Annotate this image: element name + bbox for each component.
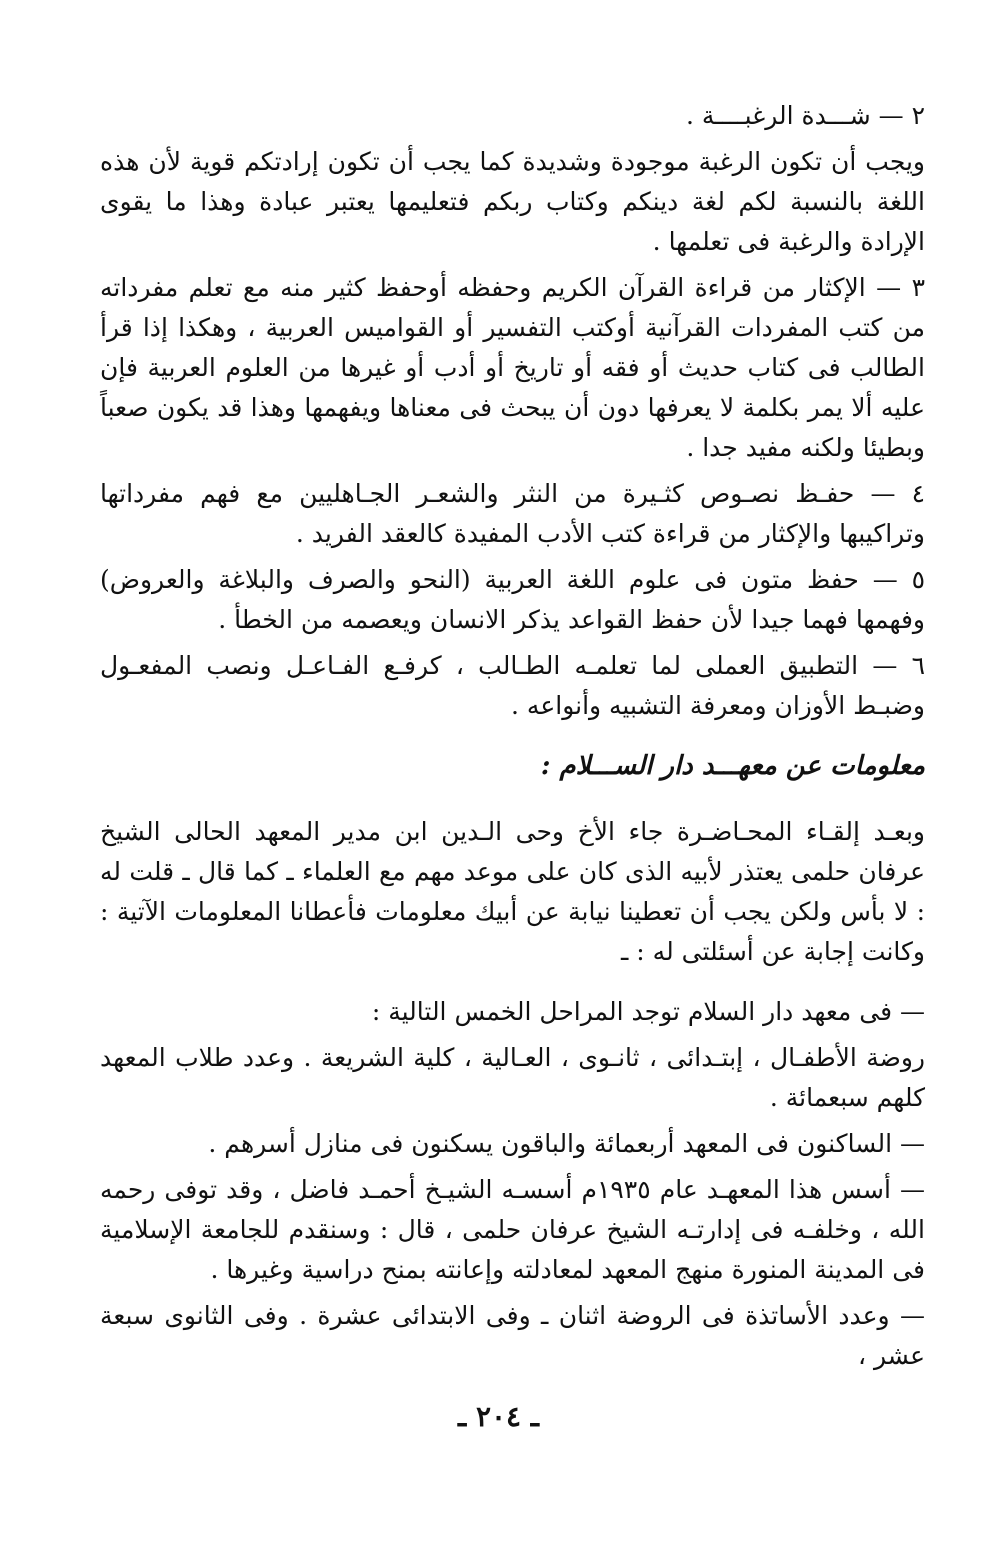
info-founding: — أسس هذا المعهـد عام ١٩٣٥م أسسـه الشيـخ أحمـد فاضل ، وقد توفى رحمه الله ، وخلفـه فى إدارتـه الشيخ عرفان حلمى ، قال : وسنقدم للجامعة الإسلامية فى المدينة المنورة منهج المعهد لمعادلته وإعانته بمنح دراسية وغيرها . (100, 1175, 925, 1284)
intro-paragraph: وبعـد إلقـاء المحـاضـرة جاء الأخ وحى الـدين ابن مدير المعهد الحالى الشيخ عرفان حلمى يعتذر لأبيه الذى كان على موعد مهم مع العلماء ـ كما قال ـ قلت له : لا بأس ولكن يجب أن تعطينا نيابة عن أبيك معلومات فأعطانا المعلومات الآتية : وكانت إجابة عن أسئلتى له : ـ (100, 817, 925, 966)
info-teachers: — وعدد الأساتذة فى الروضة اثنان ـ وفى الابتدائى عشرة . وفى الثانوى سبعة عشر ، (100, 1301, 925, 1370)
point-6: ٦ — التطبيق العملى لما تعلمـه الطـالب ، كرفـع الفـاعـل ونصب المفعـول وضبـط الأوزان ومعرفة التشبيه وأنواعه . (100, 651, 925, 720)
point-2-title: ٢ — شـــدة الرغبــــة . (686, 101, 925, 130)
info-stages-intro: — فى معهد دار السلام توجد المراحل الخمس التالية : (371, 997, 925, 1026)
point-5: ٥ — حفظ متون فى علوم اللغة العربية (النحو والصرف والبلاغة والعروض) وفهمها فهما جيدا لأن حفظ القواعد يذكر الانسان ويعصمه من الخطأ . (100, 565, 925, 634)
point-3: ٣ — الإكثار من قراءة القرآن الكريم وحفظه أوحفظ كثير منه مع تعلم مفرداته من كتب المفردات القرآنية أوكتب التفسير أو القواميس العربية ، وهكذا إذا قرأ الطالب فى كتاب حديث أو فقه أو تاريخ أو أدب أو غيرها من العلوم العربية فإن عليه ألا يمر بكلمة لا يعرفها دون أن يبحث فى معناها ويفهمها وهذا قد يكون صعباً وبطيئا ولكنه مفيد جدا . (100, 273, 925, 462)
info-stages-list: روضة الأطفـال ، إبتـدائى ، ثانـوى ، العـالية ، كلية الشريعة . وعدد طلاب المعهد كلهم سبعمائة . (100, 1043, 925, 1112)
section-heading: معلومات عن معهـــد دار الســـلام : (540, 751, 925, 781)
info-residents: — الساكنون فى المعهد أربعمائة والباقون يسكنون فى منازل أسرهم . (208, 1129, 925, 1158)
point-2-body: ويجب أن تكون الرغبة موجودة وشديدة كما يجب أن تكون إرادتكم قوية لأن هذه اللغة بالنسبة لكم لغة دينكم وكتاب ربكم فتعليمها يعتبر عبادة وهذا ما يقوى الإرادة والرغبة فى تعلمها . (100, 147, 925, 256)
spacer (100, 978, 925, 992)
point-4: ٤ — حفـظ نصـوص كثـيرة من النثر والشعـر الجـاهليين مع فهم مفرداتها وتراكيبها والإكثار من قراءة كتب الأدب المفيدة كالعقد الفريد . (100, 479, 925, 548)
page-number: ـ ٢٠٤ ـ (457, 1400, 540, 1433)
